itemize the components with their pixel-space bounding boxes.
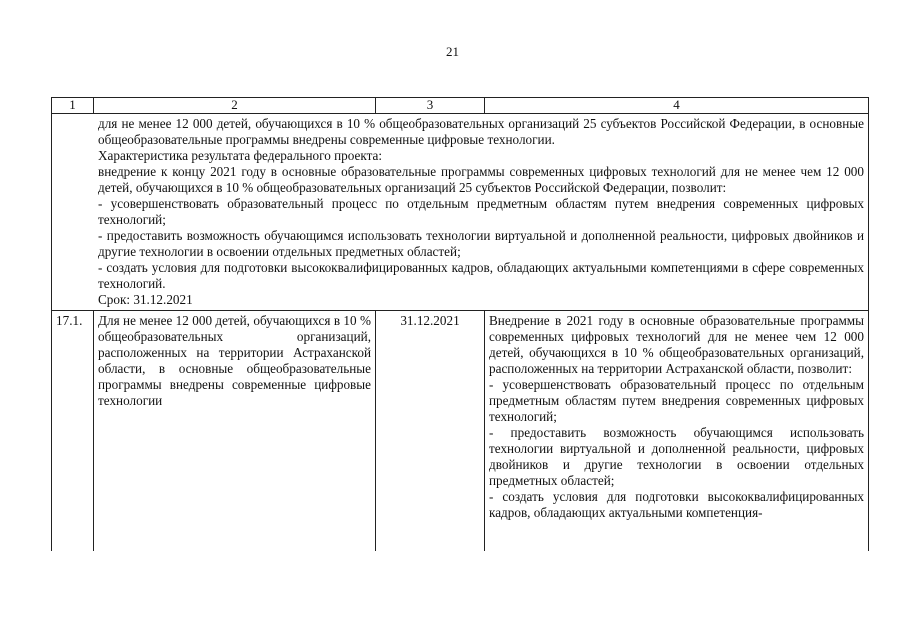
- span-line-intro: для не менее 12 000 детей, обучающихся в 10 % общеобразовательных организаций 25 субъектов Российской Федерации, в основные общеобразовательные программы внедрены современные цифровые технологии.: [98, 116, 864, 147]
- span-line-bullet-3: - создать условия для подготовки высококвалифицированных кадров, обладающих актуальными компетенциями в сфере современных технологий.: [98, 260, 864, 291]
- description-bullet-3: - создать условия для подготовки высококвалифицированных кадров, обладающих актуальными компетенция-: [489, 489, 864, 520]
- row-date-cell: [376, 311, 485, 552]
- header-col-1: 1: [52, 98, 94, 114]
- span-line-implementation: внедрение к концу 2021 году в основные образовательные программы современных цифровых технологий для не менее чем 12 000 детей, обучающихся в 10 % общеобразовательных организаций 25 субъектов Российской Федерации, позволит:: [98, 164, 864, 195]
- row-number: 17.1.: [56, 313, 83, 328]
- span-line-bullet-1: - усовершенствовать образовательный процесс по отдельным предметным областям путем внедрения современных цифровых технологий;: [98, 196, 864, 227]
- description-bullet-1: - усовершенствовать образовательный процесс по отдельным предметным областям путем внедрения современных цифровых технологий;: [489, 377, 864, 424]
- span-line-deadline: Срок: 31.12.2021: [98, 292, 193, 307]
- header-col-2: 2: [94, 98, 376, 114]
- span-line-heading: Характеристика результата федерального проекта:: [98, 148, 383, 163]
- header-row: [52, 98, 869, 114]
- description-intro: Внедрение в 2021 году в основные образовательные программы современных цифровых технологий для не менее чем 12 000 детей, обучающихся в 10 % общеобразовательных организаций, расположенных на территории Астраханской области, позволит:: [489, 313, 864, 376]
- row-description-cell: [485, 311, 869, 552]
- document-table: [51, 97, 869, 551]
- row-date: 31.12.2021: [400, 313, 460, 328]
- table-row: [52, 311, 869, 552]
- span-line-bullet-2: - предоставить возможность обучающимся использовать технологии виртуальной и дополненной реальности, цифровых двойников и другие технологии в освоении отдельных предметных областей;: [98, 228, 864, 259]
- row-result-text: Для не менее 12 000 детей, обучающихся в 10 % общеобразовательных организаций, расположенных на территории Астраханской области, в основные общеобразовательные программы внедрены современные цифровые технологии: [98, 313, 371, 408]
- header-col-4: 4: [485, 98, 869, 114]
- span-row: [52, 114, 869, 311]
- row-result-cell: [94, 311, 376, 552]
- description-bullet-2: - предоставить возможность обучающимся использовать технологии виртуальной и дополненной реальности, цифровых двойников и другие технологии в освоении отдельных предметных областей;: [489, 425, 864, 488]
- page-number: 21: [446, 44, 459, 59]
- header-col-3: 3: [376, 98, 485, 114]
- span-cell: [52, 114, 869, 311]
- row-number-cell: [52, 311, 94, 552]
